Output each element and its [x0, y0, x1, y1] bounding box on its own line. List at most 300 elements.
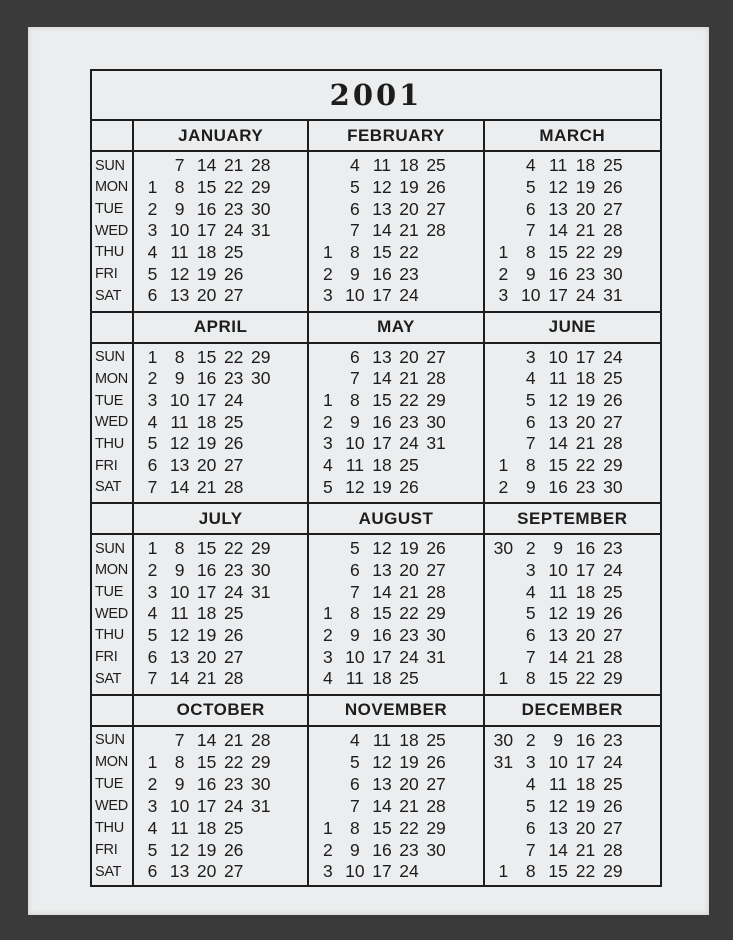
day-name-label: SAT [95, 863, 122, 880]
date-number: 29 [426, 603, 446, 624]
date-number: 20 [196, 646, 217, 667]
month-block-june [485, 313, 660, 505]
date-number: 10 [345, 646, 365, 667]
date-number: 23 [603, 538, 623, 559]
day-row [309, 647, 482, 668]
day-name-label: MON [95, 370, 128, 387]
date-number: 1 [498, 861, 509, 882]
date-number: 10 [345, 433, 365, 454]
date-number: 1 [147, 176, 158, 197]
date-number: 19 [196, 263, 217, 284]
date-number: 12 [345, 476, 365, 497]
date-number: 5 [147, 433, 158, 454]
date-number: 14 [372, 581, 392, 602]
day-name-label: WED [95, 222, 128, 239]
date-number: 12 [548, 390, 568, 411]
date-number: 10 [548, 559, 568, 580]
date-number: 25 [603, 581, 623, 602]
date-number: 29 [426, 817, 446, 838]
day-name-label: FRI [95, 266, 118, 283]
date-number: 24 [399, 646, 419, 667]
date-number: 19 [399, 538, 419, 559]
date-number: 19 [575, 795, 596, 816]
date-number: 29 [251, 346, 271, 367]
day-row [485, 433, 660, 454]
day-row [485, 861, 660, 882]
date-number: 28 [251, 155, 271, 176]
date-number: 26 [223, 839, 244, 860]
date-number: 30 [603, 476, 623, 497]
day-row [309, 455, 482, 476]
date-number: 27 [426, 773, 446, 794]
date-number: 15 [196, 346, 217, 367]
date-number: 30 [493, 729, 514, 750]
date-number: 22 [223, 538, 244, 559]
date-number: 21 [575, 433, 596, 454]
date-number: 10 [520, 285, 541, 306]
date-number: 11 [372, 729, 392, 750]
month-block-february [309, 121, 484, 313]
day-names-column [92, 696, 134, 888]
date-number: 7 [350, 220, 360, 241]
day-row [134, 774, 307, 795]
date-number: 22 [399, 241, 419, 262]
date-number: 29 [251, 751, 271, 772]
day-name-label: FRI [95, 457, 118, 474]
day-row [134, 560, 307, 581]
date-number: 20 [575, 817, 596, 838]
date-number: 21 [196, 668, 217, 689]
date-number: 17 [372, 861, 392, 882]
date-number: 13 [372, 346, 392, 367]
date-number: 4 [525, 155, 536, 176]
date-number: 17 [372, 433, 392, 454]
month-block-september [485, 504, 660, 696]
date-number: 3 [147, 795, 158, 816]
day-row [134, 582, 307, 603]
day-row [134, 625, 307, 646]
date-number: 18 [196, 241, 217, 262]
day-row [309, 796, 482, 817]
day-row [309, 155, 482, 176]
date-number: 19 [196, 839, 217, 860]
date-number: 19 [196, 624, 217, 645]
day-names-column [92, 121, 134, 313]
date-number: 16 [372, 624, 392, 645]
month-name: FEBRUARY [309, 121, 482, 152]
day-row [134, 177, 307, 198]
date-number: 4 [147, 411, 158, 432]
date-number: 20 [399, 773, 419, 794]
months-grid [92, 121, 660, 887]
month-block-july [134, 504, 309, 696]
date-number: 27 [426, 198, 446, 219]
date-number: 26 [603, 795, 623, 816]
day-row [134, 412, 307, 433]
date-number: 12 [372, 538, 392, 559]
month-name: DECEMBER [485, 696, 660, 727]
date-number: 16 [196, 559, 217, 580]
date-number: 4 [525, 368, 536, 389]
date-number: 6 [350, 198, 360, 219]
date-number: 6 [147, 861, 158, 882]
date-number: 20 [196, 861, 217, 882]
day-row [485, 538, 660, 559]
day-row [309, 285, 482, 306]
date-number: 11 [170, 603, 189, 624]
date-number: 26 [223, 263, 244, 284]
date-number: 4 [147, 603, 158, 624]
date-number: 7 [350, 581, 360, 602]
date-number: 20 [575, 198, 596, 219]
date-number: 12 [169, 624, 190, 645]
date-number: 4 [322, 455, 333, 476]
date-number: 27 [223, 646, 244, 667]
day-row [134, 433, 307, 454]
day-row [485, 752, 660, 773]
date-number: 12 [169, 433, 190, 454]
month-block-december [485, 696, 660, 888]
date-number: 22 [575, 241, 596, 262]
date-number: 14 [372, 368, 392, 389]
date-number: 15 [372, 603, 392, 624]
date-number: 24 [223, 220, 244, 241]
date-number: 25 [603, 155, 623, 176]
date-number: 14 [548, 220, 568, 241]
date-number: 30 [251, 198, 271, 219]
day-row [485, 796, 660, 817]
date-number: 11 [549, 773, 568, 794]
date-number: 7 [147, 476, 158, 497]
day-name-label: THU [95, 820, 124, 837]
year-header [92, 71, 660, 121]
date-number: 3 [147, 390, 158, 411]
day-row [485, 220, 660, 241]
date-number: 30 [426, 839, 446, 860]
date-number: 6 [350, 773, 360, 794]
date-number: 28 [603, 220, 623, 241]
date-number: 24 [603, 751, 623, 772]
date-number: 19 [575, 176, 596, 197]
day-row [134, 647, 307, 668]
date-number: 23 [223, 773, 244, 794]
date-number: 3 [525, 559, 536, 580]
date-number: 3 [498, 285, 509, 306]
date-number: 4 [350, 155, 360, 176]
day-name-label: SUN [95, 732, 125, 749]
day-row [485, 455, 660, 476]
date-number: 10 [169, 581, 190, 602]
day-names-header-blank [92, 696, 132, 727]
year-title: 2001 [329, 78, 423, 112]
date-number: 16 [575, 729, 596, 750]
date-number: 22 [223, 751, 244, 772]
date-number: 21 [399, 795, 419, 816]
month-name: NOVEMBER [309, 696, 482, 727]
date-number: 6 [525, 817, 536, 838]
day-row [485, 647, 660, 668]
date-number: 11 [549, 155, 568, 176]
day-row [309, 560, 482, 581]
date-number: 27 [603, 198, 623, 219]
day-name-label: SUN [95, 349, 125, 366]
date-number: 17 [575, 559, 596, 580]
month-name: AUGUST [309, 504, 482, 535]
date-number: 11 [345, 455, 364, 476]
date-number: 18 [399, 155, 419, 176]
date-number: 5 [350, 538, 360, 559]
day-row [309, 752, 482, 773]
date-number: 3 [322, 861, 333, 882]
day-row [309, 390, 482, 411]
day-row [309, 347, 482, 368]
date-number: 10 [345, 285, 365, 306]
date-number: 2 [322, 839, 333, 860]
date-number: 13 [548, 624, 568, 645]
date-number: 25 [426, 155, 446, 176]
day-row [134, 199, 307, 220]
day-name-label: FRI [95, 842, 118, 859]
date-number: 19 [575, 390, 596, 411]
day-row [485, 264, 660, 285]
date-number: 23 [223, 198, 244, 219]
date-number: 24 [603, 346, 623, 367]
date-number: 9 [350, 839, 360, 860]
day-row [485, 368, 660, 389]
date-number: 4 [350, 729, 360, 750]
date-number: 11 [549, 581, 568, 602]
date-number: 12 [169, 263, 190, 284]
date-number: 28 [603, 646, 623, 667]
day-row [134, 752, 307, 773]
date-number: 10 [548, 346, 568, 367]
date-number: 14 [548, 646, 568, 667]
date-number: 25 [223, 817, 244, 838]
date-number: 7 [525, 433, 536, 454]
day-name-label: MON [95, 562, 128, 579]
date-number: 25 [603, 368, 623, 389]
month-name: JULY [134, 504, 307, 535]
day-row [134, 730, 307, 751]
date-number: 5 [147, 624, 158, 645]
day-name-label: THU [95, 627, 124, 644]
date-number: 18 [372, 455, 392, 476]
date-number: 19 [575, 603, 596, 624]
date-number: 10 [548, 751, 568, 772]
month-name: OCTOBER [134, 696, 307, 727]
date-number: 24 [399, 861, 419, 882]
date-number: 20 [196, 285, 217, 306]
date-number: 31 [251, 220, 271, 241]
date-number: 7 [174, 729, 185, 750]
date-number: 13 [372, 559, 392, 580]
date-number: 13 [169, 646, 190, 667]
month-block-may [309, 313, 484, 505]
date-number: 15 [196, 538, 217, 559]
date-number: 20 [575, 411, 596, 432]
date-number: 24 [399, 433, 419, 454]
date-number: 16 [575, 538, 596, 559]
date-number: 1 [322, 241, 333, 262]
date-number: 3 [525, 346, 536, 367]
date-number: 8 [174, 538, 185, 559]
date-number: 26 [426, 538, 446, 559]
date-number: 17 [372, 646, 392, 667]
date-number: 1 [322, 603, 333, 624]
date-number: 31 [251, 795, 271, 816]
day-row [134, 264, 307, 285]
date-number: 4 [147, 241, 158, 262]
date-number: 28 [251, 729, 271, 750]
day-name-label: SAT [95, 479, 122, 496]
date-number: 19 [372, 476, 392, 497]
date-number: 14 [196, 729, 217, 750]
date-number: 30 [493, 538, 514, 559]
date-number: 12 [169, 839, 190, 860]
month-name: SEPTEMBER [485, 504, 660, 535]
date-number: 24 [223, 390, 244, 411]
date-number: 9 [525, 263, 536, 284]
date-number: 3 [322, 433, 333, 454]
date-number: 20 [196, 455, 217, 476]
day-row [309, 412, 482, 433]
date-number: 17 [575, 751, 596, 772]
date-number: 9 [553, 729, 563, 750]
date-number: 4 [322, 668, 333, 689]
date-number: 14 [169, 476, 190, 497]
day-name-label: FRI [95, 649, 118, 666]
date-number: 5 [322, 476, 333, 497]
day-row [134, 390, 307, 411]
date-number: 8 [525, 861, 536, 882]
date-number: 5 [350, 751, 360, 772]
date-number: 7 [350, 795, 360, 816]
date-number: 1 [498, 455, 509, 476]
date-number: 13 [548, 411, 568, 432]
date-number: 4 [525, 773, 536, 794]
date-number: 24 [223, 795, 244, 816]
day-name-label: WED [95, 414, 128, 431]
date-number: 15 [548, 861, 568, 882]
date-number: 18 [575, 773, 596, 794]
date-number: 26 [603, 603, 623, 624]
day-row [134, 818, 307, 839]
date-number: 28 [426, 220, 446, 241]
date-number: 6 [147, 455, 158, 476]
date-number: 31 [493, 751, 514, 772]
date-number: 19 [399, 176, 419, 197]
date-number: 16 [548, 476, 568, 497]
date-number: 1 [498, 241, 509, 262]
date-number: 30 [251, 773, 271, 794]
date-number: 24 [399, 285, 419, 306]
date-number: 29 [251, 176, 271, 197]
date-number: 2 [322, 411, 333, 432]
date-number: 9 [174, 773, 185, 794]
day-row [309, 264, 482, 285]
date-number: 4 [525, 581, 536, 602]
date-number: 23 [575, 476, 596, 497]
date-number: 25 [223, 411, 244, 432]
day-row [485, 560, 660, 581]
date-number: 17 [196, 581, 217, 602]
day-row [309, 538, 482, 559]
date-number: 29 [603, 861, 623, 882]
date-number: 9 [525, 476, 536, 497]
date-number: 15 [196, 751, 217, 772]
date-number: 17 [548, 285, 568, 306]
day-row [134, 538, 307, 559]
date-number: 6 [525, 411, 536, 432]
date-number: 5 [525, 390, 536, 411]
date-number: 5 [350, 176, 360, 197]
date-number: 6 [525, 198, 536, 219]
date-number: 27 [223, 285, 244, 306]
date-number: 22 [575, 668, 596, 689]
date-number: 19 [399, 751, 419, 772]
date-number: 31 [251, 581, 271, 602]
date-number: 14 [196, 155, 217, 176]
day-row [485, 412, 660, 433]
date-number: 3 [525, 751, 536, 772]
day-row [134, 668, 307, 689]
date-number: 26 [603, 390, 623, 411]
date-number: 14 [372, 220, 392, 241]
day-row [134, 155, 307, 176]
date-number: 15 [548, 241, 568, 262]
date-number: 3 [147, 581, 158, 602]
date-number: 11 [372, 155, 392, 176]
date-number: 1 [147, 346, 158, 367]
day-row [309, 840, 482, 861]
day-row [309, 220, 482, 241]
day-name-label: SUN [95, 157, 125, 174]
month-block-november [309, 696, 484, 888]
month-block-january [134, 121, 309, 313]
date-number: 15 [372, 241, 392, 262]
date-number: 7 [174, 155, 185, 176]
date-number: 15 [196, 176, 217, 197]
month-name: JANUARY [134, 121, 307, 152]
date-number: 11 [170, 411, 189, 432]
day-names-header-blank [92, 504, 132, 535]
day-name-label: THU [95, 435, 124, 452]
day-name-label: WED [95, 605, 128, 622]
date-number: 26 [426, 751, 446, 772]
date-number: 1 [498, 668, 509, 689]
date-number: 31 [603, 285, 623, 306]
date-number: 25 [223, 603, 244, 624]
day-row [134, 285, 307, 306]
day-row [309, 818, 482, 839]
date-number: 21 [575, 220, 596, 241]
date-number: 11 [345, 668, 364, 689]
date-number: 22 [399, 817, 419, 838]
date-number: 17 [196, 220, 217, 241]
date-number: 13 [372, 198, 392, 219]
date-number: 17 [575, 346, 596, 367]
date-number: 28 [223, 668, 244, 689]
day-row [485, 390, 660, 411]
date-number: 18 [575, 368, 596, 389]
day-row [309, 668, 482, 689]
date-number: 15 [548, 455, 568, 476]
date-number: 16 [196, 198, 217, 219]
date-number: 21 [575, 646, 596, 667]
date-number: 18 [196, 603, 217, 624]
date-number: 18 [575, 155, 596, 176]
day-row [485, 477, 660, 498]
